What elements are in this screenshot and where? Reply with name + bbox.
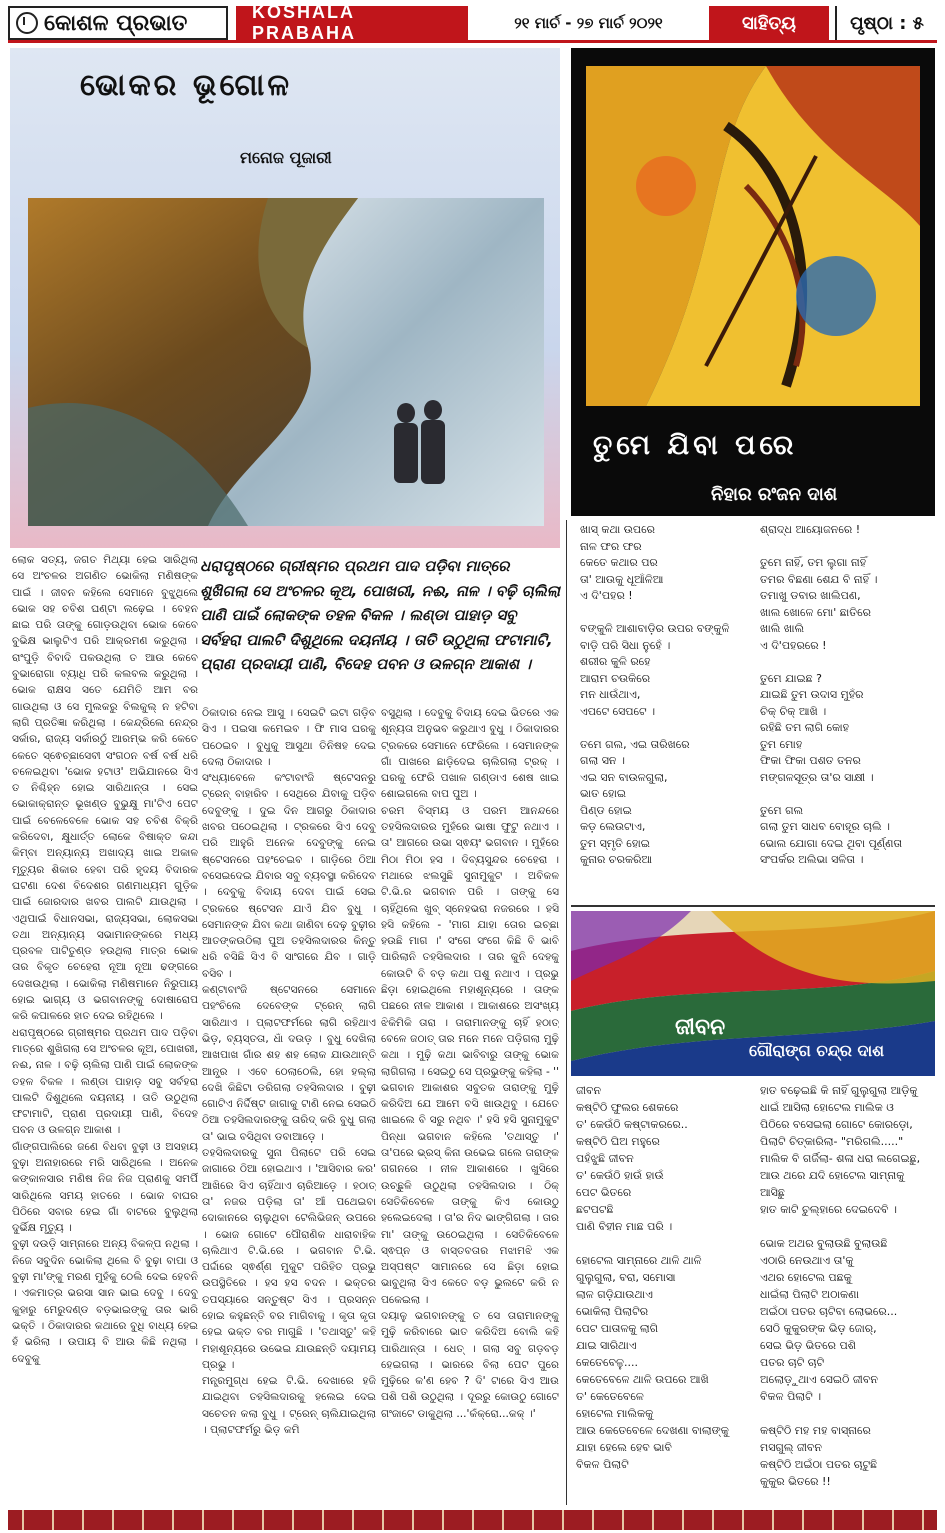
story-title: ଭୋକର ଭୂଗୋଳ	[80, 68, 293, 103]
section-label: ସାହିତ୍ୟ	[709, 6, 829, 40]
poem1-column-2: ଶ୍ରାଦ୍ଧ ଆୟୋଜନରେ ! ତୁମେ ନାହିଁ, ତମ ଲୁଗା ନାହିଁ ତମର ବିଛଣା ଶେଯ ବି ନାହିଁ । ତମାଖୁ ଡବାର ଖାଲିପଣ, ଖାଲ ଖୋଳେ ମୋ' ଛାତିରେ ଖାଲି ଖାଲି ଏ ଦି'ପହରରେ ! ତୁମେ ଯାଇଛ ? ଯାଇଛି ତୁମ ଉଦାସ ମୁହଁର ଚିକ୍ ଚିକ୍ ଆଖି । ରହିଛି ତମ ଲାଗି କୋହ ତୁମ ମୋହ ଫିକା ଫିକା ପଶତ ତନର ମଙ୍ଗଳସୂତ୍ର ତା'ର ସାକ୍ଷୀ । ତୁମେ ଗଲ ଗଲା ତୁମ ସାଧବ ବୋହୂର ଚାଲି । ଭୋଲ ଯୋଗା ଦେଇ ଥିବା ପୂର୍ଣ୍ଣତା ସଂପର୍କର ଅଲିଭା ସଳିତା ।	[760, 523, 903, 866]
poem1-author: ନିହାର ରଂଜନ ଦାଶ	[711, 484, 838, 505]
poem2-column-1: ଜୀବନ କଷ୍ଟିଠି ଫୁଲର ଶେକରେ ତ' କେଉଁଠି କଷ୍ଟାକରରେ.. କଷ୍ଟିଠି ଘିଅ ମହୁରେ ପହଁଝୁଛି ଜୀବନ ତ' କେଉଁଠି ହାଉଁ ହାଉଁ ପେଟ ଭିତରେ ଛଟପଟଛି ପାଣି ବିହୀନ ମାଛ ପରି । ହୋଟେଲ ସାମ୍ନାରେ ଥାଳି ଥାଳି ଗୁଲୁଗୁଲା, ବରା, ସମୋସା ଲାଳ ଗଡ଼ିଯାଉଥାଏ ଭୋକିଲା ପିଲାଟିର ପେଟ ପାତାଳକୁ ଲାଗି ଯାଇ ସାରିଥାଏ କେତେବେଳୁ.... କେତେବେଳେ ଥାଳି ଉପରେ ଆଖି ତ' କେତେବେଳେ ହୋଟେଲ ମାଲିକକୁ ଆଉ କେତେବେଳେ ଦେଖଣା ବାଲାଙ୍କୁ ଯାହା ହେଲେ ହେବ ଭାବି ବିକଳ ପିଲାଟି	[576, 1084, 729, 1471]
logo-emblem-icon	[16, 12, 38, 34]
story-illustration	[28, 198, 544, 526]
poem2-column-2: ହାତ ବଢ଼େଇଛି କି ନାହିଁ ଗୁଲୁଗୁଲା ଆଡ଼ିକୁ ଧାଇଁ ଆସିଲା ହୋଟେଲ ମାଲିକ ଓ ପିଠିରେ ବସେଇଲା ଗୋଟେ କୋରଡ଼ୋ, ପିଲାଟି ଚିତ୍କାରିଲା- "ମରିଗଲି....." ମାଲିକ ବି ଗର୍ଜିଲା- ଶଳା ଧରା ଲଗେଇଛୁ, ଆଉ ଥରେ ଯଦି ହୋଟେଲ ସାମ୍ନାକୁ ଆସିଛୁ ହାତ କାଟି ଚୁଲ୍ହାରେ ଦେଇଦେବି । ଭୋକ ଅଥର ବୁଲାଉଛି ବୁଲାଉଛି ଏଠାରି ନେଉଥାଏ ତା'କୁ ଏଥର ହୋଟେଲ ପଛକୁ ଧାଇଁଲା ପିଲାଟି ଅଠାକଣା ଅଇଁଠା ପତର ଚାଟିବା ଲୋଭରେ... ସେଠି କୁକୁରଙ୍କ ଭିଡ଼ ଜୋର୍, ସେଇ ଭିଡ଼ ଭିତରେ ପଶି ପତର ଚାଟି ଚାଟି ଅଲୋଡ଼ୁଥାଏ ସେଇଠି ଜୀବନ ବିକଳ ପିଲାଟି । କଷ୍ଟିଠି ମହ ମହ ବାସ୍ନାରେ ମସଗୁଲ୍ ଜୀବନ କଷ୍ଟିଠି ଅଇଁଠା ପତର ଚାଟୁଛି କୁକୁର ଭିତରେ !!	[760, 1084, 921, 1488]
poem1-illustration	[586, 66, 920, 406]
story-column-3: ବସୁଥିଲା । ଦେବୁକୁ ବିଦାୟ ଦେଇ ଭିତରେ ଏକ ଶୂନ୍ୟତା ଅନୁଭବ କରୁଥାଏ ବୁଧୁ । ଠିକାଦାରର ଟ୍ରକରେ ସେମାନେ ଫେରିଲେ । ସେମାନଙ୍କ ଗାଁ ପାଖରେ ଛାଡ଼ିଦେଇ ଚାଲିଗଲା ଟ୍ରକ୍ । ଘରକୁ ଫେରି ପଖାଳ ଗଣ୍ଡାଏ ଶେଷ ଖାଇ ଶୋଇଗଲେ ବାପ ପୁଅ । ଚରମ ବିସ୍ମୟ ଓ ପରମ ଆନନ୍ଦରେ ତହସିଲଦାରର ମୁହଁରେ ଭାଷା ଫୁଟୁ ନଥାଏ । ତା' ଆଗରେ ଉଭା ସ୍ଵୟଂ ଭଗବାନ । ମୁହଁରେ ମିଠା ମିଠା ହସ । ଦିବ୍ୟସୁନ୍ଦର ଚେହେରା । ମଥାରେ ଝଲସୁଛି ସୁନାମୁକୁଟ । ଅବିକଳ ଟି.ଭି.ର ଭଗବାନ ପରି । ତାଙ୍କୁ ସେ ଚାହିଁଥିଲେ ଖୁବ୍ ସ୍ନେହଭରା ନଜରରେ । ହସି ହସି କହିଲେ - 'ମାଗ ଯାହା ତୋର ଇଚ୍ଛା ହଉଛି ମାଗ ।' ସଂଗେ ସଂଗେ କିଛି ବି ଭାବି ପାରିଲାନି ତହସିଲଦାର । ତାର କୁନି ଦେହକୁ କୋଉଟି ବି ବଡ଼ କଥା ପଶୁ ନଥାଏ । ପ୍ରଭୁ ଛିଡ଼ା ହୋଇଥିଲେ ମହାଶୂନ୍ୟରେ । ତାଙ୍କ ପଛରେ ନୀଳ ଆକାଶ । ଆକାଶରେ ଅସଂଖ୍ୟ ଝିକିମିକି ତାରା । ତାରାମାନଙ୍କୁ ଚାହିଁ ହଠାତ୍ ବେଳେ ଜଠାତ୍ ତାର ମନେ ମନେ ପଡ଼ିଗଲା ମୁଢ଼ି କଥା । ମୁଢ଼ି କଥା ଭାବିବାରୁ ତାଙ୍କୁ ଭୋକ ଲାଗିଗଲା । ସେଇଠୁ ସେ ପ୍ରଭୁଙ୍କୁ କହିଲା - '' ଭଗବାନ ଆକାଶର ସବୁତକ ତାରାଙ୍କୁ ମୁଢ଼ି କରିଦିଅ ଯେ ଆମେ ବସି ଖାଉଥିବୁ । ଯେତେ ଖାଇଲେ ବି ସରୁ ନଥିବ ।' ହସି ହସି ସୁନାମୁକୁଟ ପିନ୍ଧା ଭଗବାନ କହିଲେ 'ତଥାସ୍ତୁ ।' ତା'ପରେ ଭ୍ରସ୍ କିନା ଉଭେଇ ଗଲେ ତାରାଙ୍କ ଗଗନରେ । ନୀଳ ଆକାଶରେ । ଖୁସିରେ ଉଚ୍ଛୁଳି ଉଠୁଥିଲା ତହସିଲଦାର । ଠିକ୍ ସେତିକିବେଳେ ତାଙ୍କୁ କିଏ କୋଉଠୁ ହଲେଇଦେଲା । ତା'ର ନିଦ ଭାଙ୍ଗିଗଲା । ତାର ମା' ତାଙ୍କୁ ଉଠେଇଥିଲା । ସେତିକିବେଳେ ସ୍ଵପ୍ନ ଓ ବାସ୍ତବତାର ମଝାମଝି ଏକ ଅସ୍ପଷ୍ଟ ସାମାନରେ ସେ ଛିଡ଼ା ହୋଇ ଭାବୁଥିଲା ସିଏ କେତେ ବଡ଼ ଭୁଲଟେ କରି ନ ପକେଇଲା । ଦୟାଳୁ ଭଗବାନଙ୍କୁ ତ ସେ ତାରାମାନଙ୍କୁ ମୁଢ଼ି କରିବାରେ ଭାତ କରିଦିଅ ବୋଲି କହି ପାରିଥାନ୍ତା । ଧେତ୍ । ଗଲା ସବୁ ଗଡ଼ବଡ଼ ହେଇଗଲା । ଭାରରେ ବିଲା ପେଟ ପୁରେ ମୁଢ଼ିରେ କ'ଣ ହେବ ? ଦି' ଟାରେ ସିଏ ଆଉ ପଶି ପଶି ଉଠୁଥିଲା । ଦୂରରୁ କୋଉଠୁ ଗୋଟେ ଗଂଜାଟେ ଡାକୁଥିଲା ...'କଁକ୍ରୋ...କକ୍ ।'	[381, 707, 559, 1420]
poem1-column-1: ଖାସ୍ କଥା ଉପରେ ନାଳ ଫର ଫର କେତେ କଥାର ପର ତା' ଆଉକୁ ଧୂଆଁଳିଆ ଏ ଦି'ପହର ! ବଙ୍କୁଳି ଆଶାବାଡ଼ିର ଉପର ବଙ୍କୁଳି ବାଡ଼ି ପରି ସିଧା ନୁହେଁ । ଶରୀର କୁଳି ରହେ ଆରାମ ଚଉକିରେ ମନ ଧାଉଁଥାଏ, ଏପଟେ ସେପଟେ । ତମେ ଗଲ, ଏଇ ତାରିଖରେ ଗଲା ସନ । ଏଇ ସନ ବାଉଳଗୁଲା, ଭାତ ହୋଇ ପିଣ୍ଡ ହୋଇ କଡ଼ ଲେଉଟାଏ, ତୁମ ସ୍ମୃତି ହୋଇ କୁନାର ଚରକରିଆ	[580, 523, 730, 866]
issue-date: ୨୧ ମାର୍ଚ - ୨୭ ମାର୍ଚ ୨୦୨୧	[514, 14, 663, 32]
masthead	[8, 2, 937, 43]
brand-name: KOSHALA PRABAHA	[236, 6, 468, 40]
logo-text: କୋଶଳ ପ୍ରଭାତ	[44, 10, 188, 36]
story-banner	[10, 48, 560, 548]
page-number: ପୃଷ୍ଠା : ୫	[835, 6, 937, 40]
poem1-title: ତୁମେ ଯିବା ପରେ	[593, 430, 798, 461]
story-column-1: ଲୋକ ସତ୍ୟ, ଜଗତ ମିଥ୍ୟା ହେଇ ସାରିଥିଲା ସେ ଅଂଚଳର ଅଗଣିତ ଭୋକିଲା ମଣିଷଙ୍କ ପାଇଁ । ଜୀବନ କହିଲେ ସେମାନେ ବୁଝୁଥିଲେ ଭୋକ ସହ ଚବିଶ ଘଣ୍ଟା ଲଢ଼େଇ । ବେହନ ଛାଇ ପରି ତାଙ୍କୁ ଗୋଡ଼ଉଥିବା ଭୋକ କେବେ ବୁଭିକ୍ଷ ଭାଲୁଟିଏ ପରି ଆକ୍ରମଣ କରୁଥିଲା । ରାଂପୁଡ଼ି ବିବାଦି ପକଉଥିଲା ତ ଆଉ କେବେ ବୁଭାରୋଗା ବ୍ୟାଧି ପରି କଲବଲ କରୁଥିଲା । ଭୋକ ରାକ୍ଷସ ସତେ ଯେମିତି ଆମ ବର ଗାଉଥିଲା ଓ ସେ ମୁଲକରୁ ବିଲକୁଲ୍ ନ ହଟିବା ଲାଗି ପ୍ରତିଜ୍ଞା କରିଥିଲା । କେନ୍ଦ୍ରିଲେ ନେନ୍ଦ୍ର ସର୍କାର, ରାଜ୍ୟ ସର୍କାରଠୁଁ ଆରମ୍ଭ କରି କେତେ କେତେ ସ୍ଵେଚ୍ଛାସେବୀ ସଂଗଠନ ବର୍ଷ ବର୍ଷ ଧରି ଚଳେଇଥିବା 'ଭୋକ ହଟାଓ' ଅଭିଯାନରେ ସିଏ ତ ନିଶ୍ଚିହ୍ନ ହୋଇ ସାରିଥାନ୍ତା । ସେଇ ଭୋକାକ୍ରାନ୍ତ ଭୂଖଣ୍ଡ ବୁଭୁକ୍ଷୁ ମା'ଟିଏ ପେଟ ପାଇଁ ବେଳେବେଳେ ଭୋକ ସହ ଚବିଶ ବିକ୍ରି କରିଦେବା, କ୍ଷୁଧାର୍ତ୍ତ ଲୋକେ ବିଷାକ୍ତ କନ୍ଦା କିମ୍ବା ଅନ୍ୟାନ୍ୟ ଅଖାଦ୍ୟ ଖାଇ ଅକାଳ ମୃତ୍ୟୁର ଶିକାର ହେବା ପରି ହୃଦୟ ବିଦାରକ ଘଟଣା ଦେଶ ବିଦେଶର ଗଣମାଧ୍ୟମ ଗୁଡ଼ିକ ପାଇଁ ଜୋରଦାର ଖବର ପାଲଟି ଯାଉଥିଲା । ଏଥିପାଇଁ ବିଧାନସଭା, ରାଜ୍ୟସଭା, ଲୋକସଭା ତଥା ଅନ୍ୟାନ୍ୟ ସଭାମାନଙ୍କରେ ମଧ୍ୟ ପ୍ରବଳ ପାଟିତୁଣ୍ଡ ହଉଥିଲା ମାତ୍ର ଭୋକ ତାର ବିକୃତ ଚେହେରା ନୂଆ ନୂଆ ଢଙ୍ଗରେ ଦେଖଉଥିଲା । ଭୋକିଲା ମଣିଷମାନେ ନିରୁପାୟ ହୋଇ ଭାଗ୍ୟ ଓ ଭଗବାନଙ୍କୁ ଦୋଷାରୋପ କରି କପାଳରେ ହାତ ଦେଇ ରହିଥିଲେ । ଧରାପୃଷ୍ଠରେ ଗ୍ରୀଷ୍ମର ପ୍ରଥମ ପାଦ ପଡ଼ିବା ମାତ୍ରେ ଶୁଖିଗଲା ସେ ଅଂଚଳର କୂଅ, ପୋଖରୀ, ନଈ, ନାଳ । ବଢ଼ି ଚାଲିଲା ପାଣି ପାଇଁ ଲୋକଙ୍କ ତହଳ ବିକଳ । ଲଣ୍ଡା ପାହାଡ଼ ସବୁ ସର୍ବହରା ପାଲଟି ଦିଶୁଥିଲେ ଦୟନୀୟ । ତାତି ଉଠୁଥିଲା ଫଟାମାଟି, ପ୍ରାଣ ପ୍ରଦାୟୀ ପାଣି, ବିଦେହ ପବନ ଓ ଉଳଗ୍ନ ଆକାଶ । ଗାଁଙ୍ଗପାଲିରେ ଜଣେ ବିଧବା ବୁଢ଼ୀ ଓ ଅସହାୟ ବୁଢ଼ା ଅନାହାରରେ ମରି ସାରିଥିଲେ । ଅନେକ କଙ୍କାଳସାର ମଣିଷ ନିଜ ନିଜ ପ୍ରାଣକୁ ସମର୍ପି ସାରିଥିଲେ ସମୟ ହାତରେ । ଭୋକ ବାଘର ପିଠିରେ ସବାର ହେଇ ଗାଁ ବାଟରେ ବୁଲୁଥିଲା ଦୁର୍ଭିକ୍ଷ ମୃତ୍ୟୁ । ବୁଢ଼ୀ ଦଉଡ଼ି ସାମ୍ନାରେ ଅନ୍ୟ ବିକଳ୍ପ ନଥିଲା । ନିଜେ ସବୁଦିନ ଭୋକିଲା ଥିଲେ ବି ବୁଢ଼ା ବାପା ଓ ବୁଢ଼ୀ ମା'ଙ୍କୁ ମରଣ ମୁହଁକୁ ଠେଲି ଦେଇ ହେବନି । ଏକମାତ୍ର ଭରସା ସାନ ଭାଇ ଦେବୁ । ଦେବୁ କୁହାରୁ ମେରୁଦଣ୍ଡ ବଡ଼ଭାଇଙ୍କୁ ତାର ଭାରି ଭକ୍ତି । ଠିକାଦାରର କଥାରେ ବୁଧି ବାଧ୍ୟ ହେଇ ହଁ ଭରିଲା । ଉପାୟ ବି ଆଉ କିଛି ନଥିଲା । ଦେବୁକୁ	[12, 554, 198, 1365]
story-pull-quote: ଧରାପୃଷ୍ଠରେ ଗ୍ରୀଷ୍ମର ପ୍ରଥମ ପାଦ ପଡ଼ିବା ମାତ୍ରେ ଶୁଖିଗଲା ସେ ଅଂଚଳର କୂଅ, ପୋଖରୀ, ନଈ, ନାଳ । ବଢ଼ି ଚାଲିଲା ପାଣି ପାଇଁ ଲୋକଙ୍କ ତହଳ ବିକଳ । ଲଣ୍ଡା ପାହାଡ଼ ସବୁ ସର୍ବହରା ପାଲଟି ଦିଶୁଥିଲେ ଦୟନୀୟ । ତାତି ଉଠୁଥିଲା ଫଟାମାଟି, ପ୍ରାଣ ପ୍ରଦାୟୀ ପାଣି, ବିଦେହ ପବନ ଓ ଉଳଗ୍ନ ଆକାଶ ।	[200, 557, 560, 673]
newspaper-logo	[8, 6, 228, 40]
poem2-author: ଗୌରାଙ୍ଗ ଚନ୍ଦ୍ର ଦାଶ	[749, 1041, 885, 1060]
poem2-banner	[571, 911, 935, 1076]
column-divider	[566, 520, 567, 1505]
poem2-title: ଜୀବନ	[675, 1015, 726, 1040]
section-divider	[571, 905, 935, 907]
story-column-2: ଠିକାଦାର ନେଇ ଆସୁ । ସେଇଟି ଇଟା ଗଡ଼ିବ ସିଏ । ପଇସା କମେଇବ । ଫି ମାସ ଘରକୁ ପଠେଇବ । ବୁଧୁକୁ ଆସୁଥା ତିନିଷହ ଦେଇ ଦେଲା ଠିକାଦାର । ସଂଧ୍ୟାବେଳେ କଂଟାବାଂଜି ଷ୍ଟେସନରୁ ଟ୍ରେନ୍ ବାହାରିବ । ସେଥିରେ ଯିବାକୁ ପଡ଼ିବ ଦେବୁଙ୍କୁ । ଦୁଇ ଦିନ ଆଗରୁ ଠିକାଦାର ଖବର ପଠେଇଥିଲା । ଟ୍ରକରେ ସିଏ ଦେବୁ ପରି ଆହୁରି ଅନେକ ଦେବୁଙ୍କୁ ନେଇ ଷ୍ଟେସନରେ ପହଂଚେଇବ । ଗାଡ଼ିରେ ଠିଆ ବସେଇଦେଇ ଯିବାର ସବୁ ବ୍ୟବସ୍ଥା କରିଦେବ । ଦେବୁକୁ ବିଦାୟ ଦେବା ପାଇଁ ସେଇ ଟ୍ରକରେ ଷ୍ଟେସନ ଯାଏଁ ଯିବ ବୁଧୁ । ସେମାନଙ୍କ ଯିବା କଥା ଜାଣିବା ଦେଢ଼ ବୁଢ଼ୀର ଆତଙ୍କଉଠିଲା ପୁଅ ତହସିଲଦାରର କିନ୍ତୁ ଧରି ବସିଛି ସିଏ ବି ସାଂଗରେ ଯିବ । ଗାଡ଼ି ବସିବ । କଣ୍ଟାବାଂଜି ଷ୍ଟେସନରେ ସେମାନେ ପହଂଚିଲେ ଦେବେଙ୍କ ଟ୍ରେନ୍ ଲାଗି ସାରିଥାଏ । ପ୍ଲାଟଫର୍ମରେ ଲାଗି ରହିଥାଏ ଭିଡ଼, ବ୍ୟସ୍ତତା, ଧାଁ ଦଉଡ଼ । ବୁଧୁ ଦେଖିଲା ଆଖପାଖ ଗାଁର ଶହ ଶହ ଲୋକ ଯାଉଥାନ୍ତି ଆନ୍ଧ୍ର । ଏବେ ଠେଲାଠେଲି, ହୋ ହଲ୍ଲା ଦେଖି କିଛିଟା ଡରିଗଲା ତହସିଲଦାର । ବୁଢ଼ୀ ଗୋଟିଏ ନିର୍ଦ୍ଦିଷ୍ଟ ଜାଗାକୁ ଟାଣି ନେଇ ସେଇଠି ଠିଆ ତହସିଲଦାରଙ୍କୁ ତାରିଦ୍ କରି ବୁଧୁ ଗଲା ତା' ଭାଇ ବସିଥିବା ଡବାଆଡ଼େ । ତହସିଲଦାରକୁ ସୁନା ପିଲାଟେ ପରି ସେଇ ଜାଗାରେ ଠିଆ ହୋଇଥାଏ । 'ଆସିବାର କର' ଆଖିରେ ସିଏ ଚାହିଁଥାଏ ଚାରିଆଡ଼େ । ହଠାତ୍ ତା' ନଜର ପଡ଼ିଲା ତା' ଆଁ ପଥେଇବା ଦୋକାନରେ ଚାଲୁଥିବା ଟେଲିଭିଜନ୍ ଉପରେ । ଭୋଜ ଗୋଟେ ପୌରାଣିକ ଧାରାବାହିକ ଚାଲିଥାଏ ଟି.ଭି.ରେ । ଭଗବାନ ଟି.ଭି. ପର୍ଦ୍ଦାରେ ସ୍ଵର୍ଣ୍ଣ ମୁକୁଟ ପରିହିତ ପ୍ରଭୁ ଉପସ୍ଥିତିରେ । ହସ ହସ ବଦନ । ଭକ୍ତର ତପସ୍ୟାରେ ସନ୍ତୁଷ୍ଟ ସିଏ । ପ୍ରସନ୍ନ ହୋଇ କହୁଛନ୍ତି ବର ମାଗିବାକୁ । କୃତା କୃତା ହେଇ ଭକ୍ତ ବର ମାଗୁଛି । 'ତଥାସ୍ତୁ' କହି ମହାଶୂନ୍ୟରେ ଉଭେଇ ଯାଉଛନ୍ତି ଦୟାମୟ ପ୍ରଭୁ । ମନ୍ତ୍ରମୁଗ୍ଧ ହେଇ ଟି.ଭି. ଦେଖାରେ ହଜି ଯାଇଥିବା ତହସିଲଦାରକୁ ହଲେଇ ଦେଇ ସଚେତନ କଲା ବୁଧୁ । ଟ୍ରେନ୍ ଚାଲିଯାଇଥିଲା । ପ୍ଲାଟଫର୍ମରୁ ଭିଡ଼ କମି	[202, 707, 376, 1437]
decorative-footer-border	[8, 1510, 937, 1530]
story-author: ମନୋଜ ପୂଜାରୀ	[240, 148, 332, 167]
poem1-banner	[571, 48, 935, 516]
